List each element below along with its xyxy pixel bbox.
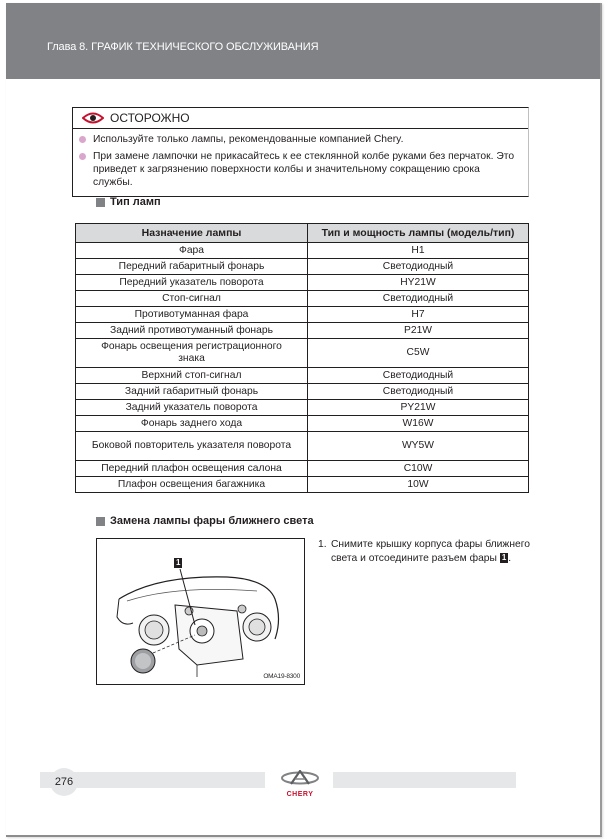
- lamp-purpose: Передний указатель поворота: [76, 275, 308, 291]
- lamp-purpose: Задний указатель поворота: [76, 400, 308, 416]
- brand-name: CHERY: [286, 791, 314, 798]
- caution-item-text: При замене лампочки не прикасайтесь к ее стеклянной колбе руками без перчаток. Это приведет к загрязнению поверхности колбы и значительному сокращению срока службы.: [93, 151, 515, 188]
- lamp-type: Светодиодный: [308, 384, 529, 400]
- figure-code: OMA19-8300: [263, 673, 300, 680]
- headlight-illustration: [97, 539, 304, 684]
- table-row: [76, 461, 529, 477]
- table-row: [76, 307, 529, 323]
- section-title: Тип ламп: [110, 196, 161, 208]
- caution-item: [79, 133, 522, 146]
- lamp-type: H7: [308, 307, 529, 323]
- page-number-badge: [50, 768, 78, 796]
- lamp-type: PY21W: [308, 400, 529, 416]
- lamp-purpose: Фара: [76, 243, 308, 259]
- chery-emblem-icon: [280, 770, 320, 786]
- table-row: [76, 416, 529, 432]
- eye-icon: [82, 112, 104, 124]
- lamp-type: H1: [308, 243, 529, 259]
- lamp-purpose: Стоп-сигнал: [76, 291, 308, 307]
- lamp-purpose: Боковой повторитель указателя поворота: [76, 432, 308, 461]
- lamp-purpose: Верхний стоп-сигнал: [76, 368, 308, 384]
- table-row: [76, 243, 529, 259]
- lamp-type: C10W: [308, 461, 529, 477]
- table-row: [76, 368, 529, 384]
- table-row: [76, 384, 529, 400]
- chery-logo: [278, 770, 322, 798]
- table-row: [76, 432, 529, 461]
- lamp-purpose: Задний габаритный фонарь: [76, 384, 308, 400]
- caution-header: [73, 108, 528, 129]
- table-row: [76, 400, 529, 416]
- page-number: 276: [54, 776, 74, 788]
- caution-item: [79, 150, 522, 189]
- step-callout: 1: [501, 553, 507, 562]
- lamp-purpose: Фонарь освещения регистрационного знака: [76, 339, 308, 368]
- table-row: [76, 477, 529, 493]
- lamp-type: P21W: [308, 323, 529, 339]
- figure-callout-1: 1: [176, 558, 181, 567]
- lamp-type: Светодиодный: [308, 368, 529, 384]
- lamp-type: 10W: [308, 477, 529, 493]
- lamp-purpose: Передний габаритный фонарь: [76, 259, 308, 275]
- step-number: 1.: [318, 539, 327, 550]
- lamp-purpose: Противотуманная фара: [76, 307, 308, 323]
- square-bullet-icon: [96, 517, 105, 526]
- bullet-icon: [79, 153, 86, 160]
- lamp-type: W16W: [308, 416, 529, 432]
- lamp-type: HY21W: [308, 275, 529, 291]
- chapter-title: Глава 8. ГРАФИК ТЕХНИЧЕСКОГО ОБСЛУЖИВАНИЯ: [47, 41, 319, 53]
- section-lamp-types: [96, 196, 161, 208]
- lamp-type: Светодиодный: [308, 291, 529, 307]
- chapter-header: [6, 3, 600, 79]
- column-header: Тип и мощность лампы (модель/тип): [308, 224, 529, 243]
- section-title: Замена лампы фары ближнего света: [110, 515, 314, 527]
- caution-list: [73, 129, 528, 196]
- step-text-container: Снимите крышку корпуса фары ближнего света и отсоедините разъем фары 1 .: [331, 539, 530, 564]
- caution-item-text: Используйте только лампы, рекомендованные компанией Chery.: [93, 134, 404, 145]
- table-header-row: [76, 224, 529, 243]
- lamp-purpose: Задний противотуманный фонарь: [76, 323, 308, 339]
- square-bullet-icon: [96, 198, 105, 207]
- column-header: Назначение лампы: [76, 224, 308, 243]
- lamp-type: WY5W: [308, 432, 529, 461]
- headlight-figure: [96, 538, 305, 685]
- lamp-type: C5W: [308, 339, 529, 368]
- caution-title: ОСТОРОЖНО: [110, 111, 190, 125]
- table-row: [76, 275, 529, 291]
- instruction-step: [318, 538, 530, 566]
- bullet-icon: [79, 136, 86, 143]
- caution-box: [72, 107, 529, 197]
- lamp-purpose: Плафон освещения багажника: [76, 477, 308, 493]
- table-row: [76, 259, 529, 275]
- lamp-types-table: [75, 223, 529, 493]
- section-low-beam-replacement: [96, 515, 314, 527]
- step-text: Снимите крышку корпуса фары ближнего света и отсоедините разъем фары: [331, 539, 530, 564]
- footer-bar-right: [333, 772, 516, 788]
- lamp-type: Светодиодный: [308, 259, 529, 275]
- table-row: [76, 339, 529, 368]
- lamp-purpose: Фонарь заднего хода: [76, 416, 308, 432]
- table-row: [76, 323, 529, 339]
- table-row: [76, 291, 529, 307]
- lamp-purpose: Передний плафон освещения салона: [76, 461, 308, 477]
